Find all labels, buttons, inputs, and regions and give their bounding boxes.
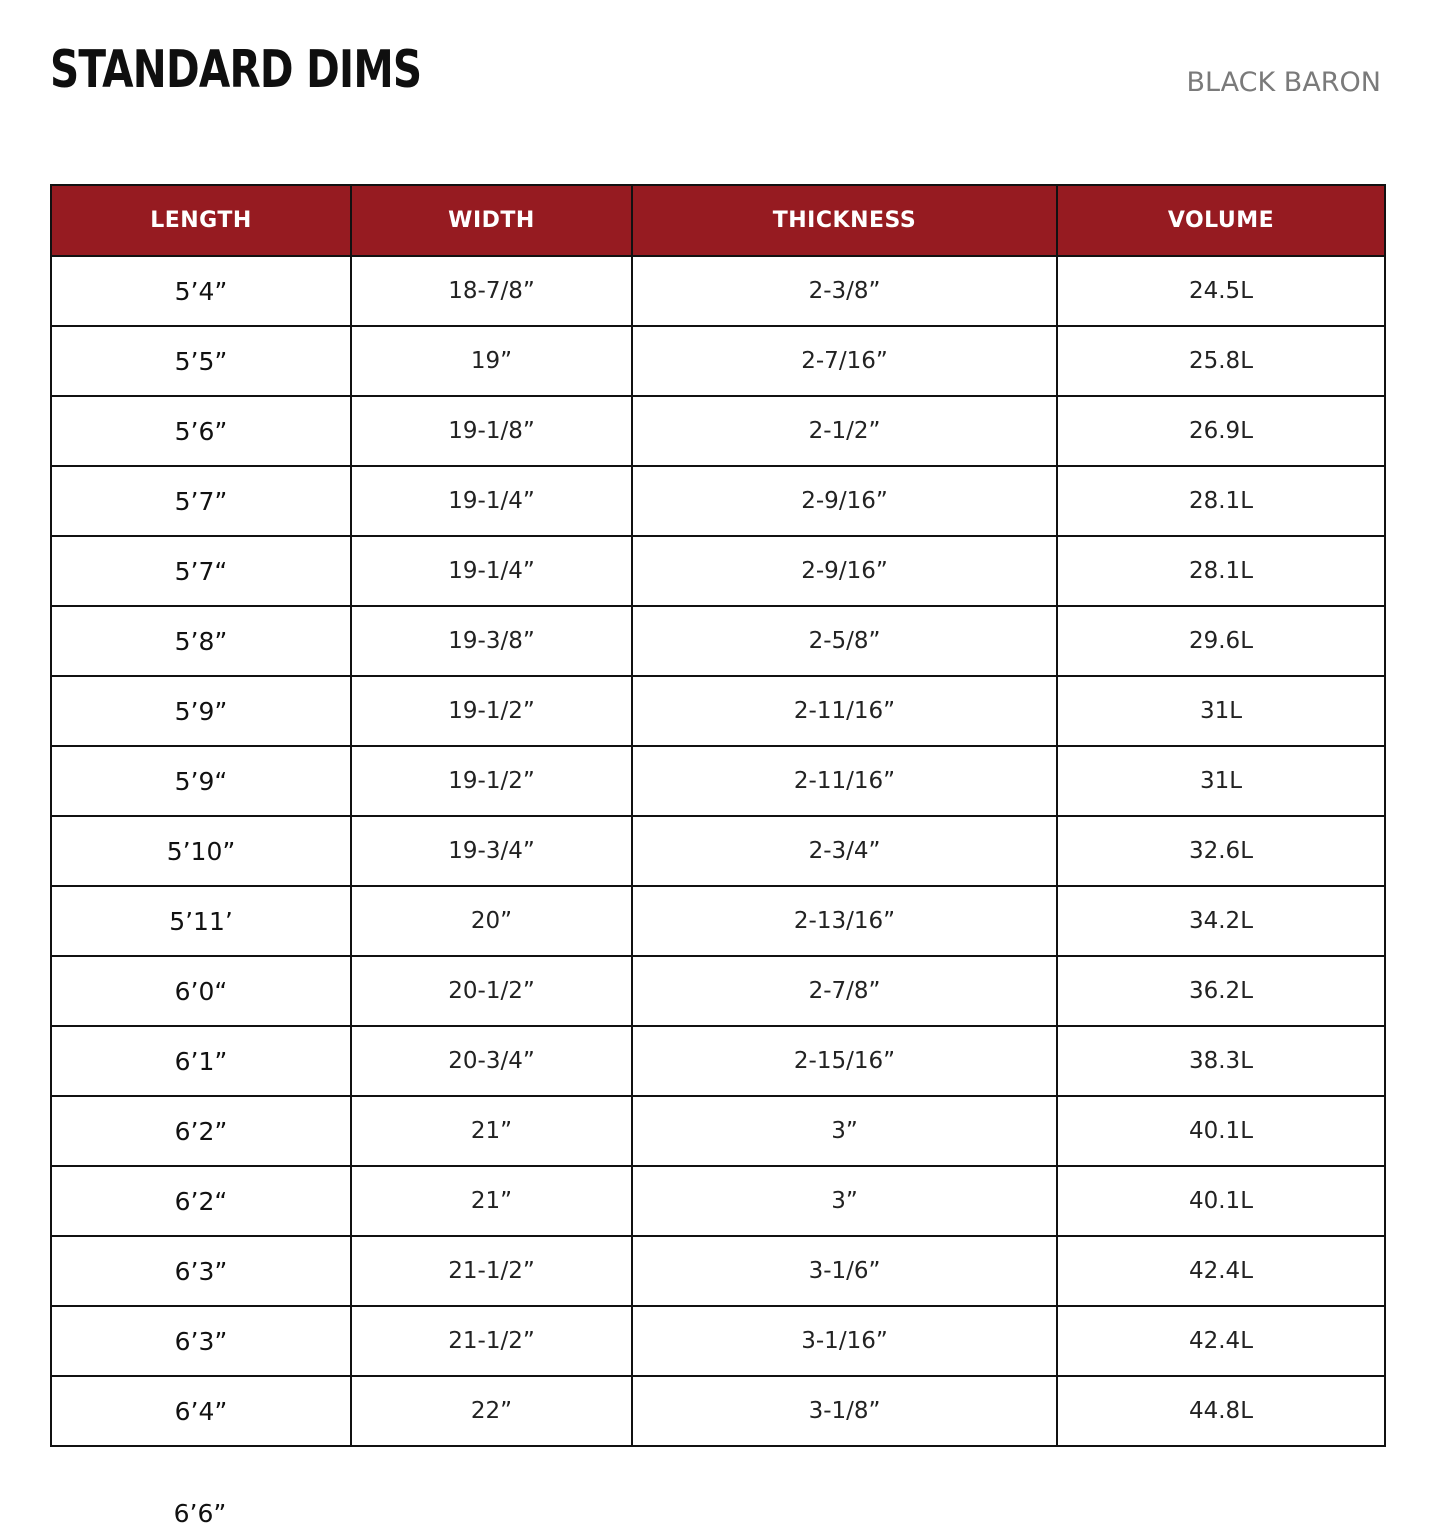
- table-row: [51, 326, 1385, 396]
- table-row: [51, 816, 1385, 886]
- table-header-row: [51, 185, 1385, 256]
- table-row: [51, 396, 1385, 466]
- length-cell: 5’9”: [51, 676, 351, 746]
- table-row: [51, 466, 1385, 536]
- table-row: [51, 676, 1385, 746]
- column-header-volume: VOLUME: [1057, 185, 1385, 256]
- width-cell: 20-3/4”: [351, 1026, 632, 1096]
- thickness-cell: 2-3/4”: [632, 816, 1057, 886]
- length-cell: 6’2“: [51, 1166, 351, 1236]
- width-cell: 18-7/8”: [351, 256, 632, 326]
- thickness-cell: 2-9/16”: [632, 466, 1057, 536]
- table-row: [51, 536, 1385, 606]
- width-cell: 19”: [351, 326, 632, 396]
- thickness-cell: 3”: [632, 1166, 1057, 1236]
- table-row: [51, 606, 1385, 676]
- width-cell: 21-1/2”: [351, 1236, 632, 1306]
- width-cell: 19-3/8”: [351, 606, 632, 676]
- thickness-cell: 2-3/8”: [632, 256, 1057, 326]
- table-row: [51, 1236, 1385, 1306]
- length-cell: 5’4”: [51, 256, 351, 326]
- thickness-cell: 2-11/16”: [632, 676, 1057, 746]
- length-cell: 5’10”: [51, 816, 351, 886]
- table-row: [51, 256, 1385, 326]
- thickness-cell: 3”: [632, 1096, 1057, 1166]
- table-row: [51, 1026, 1385, 1096]
- width-cell: 19-1/2”: [351, 746, 632, 816]
- width-cell: 19-1/4”: [351, 536, 632, 606]
- volume-cell: 28.1L: [1057, 536, 1385, 606]
- thickness-cell: 2-1/2”: [632, 396, 1057, 466]
- page-title: STANDARD DIMS: [50, 40, 422, 100]
- length-cell: 6’4”: [51, 1376, 351, 1446]
- thickness-cell: 3-1/16”: [632, 1306, 1057, 1376]
- length-cell: 5’7“: [51, 536, 351, 606]
- volume-cell: 29.6L: [1057, 606, 1385, 676]
- thickness-cell: 2-13/16”: [632, 886, 1057, 956]
- length-cell: 5’5”: [51, 326, 351, 396]
- dims-table: [50, 184, 1386, 1447]
- length-cell: 6’1”: [51, 1026, 351, 1096]
- volume-cell: 38.3L: [1057, 1026, 1385, 1096]
- width-cell: 20-1/2”: [351, 956, 632, 1026]
- width-cell: 22”: [351, 1376, 632, 1446]
- length-cell: 5’7”: [51, 466, 351, 536]
- column-header-length: LENGTH: [51, 185, 351, 256]
- length-cell: 6’0“: [51, 956, 351, 1026]
- model-name: BLACK BARON: [1186, 67, 1381, 98]
- volume-cell: 42.4L: [1057, 1306, 1385, 1376]
- volume-cell: 36.2L: [1057, 956, 1385, 1026]
- length-cell: 6’3”: [51, 1236, 351, 1306]
- thickness-cell: 2-9/16”: [632, 536, 1057, 606]
- volume-cell: 44.8L: [1057, 1376, 1385, 1446]
- thickness-cell: 2-7/16”: [632, 326, 1057, 396]
- table-row: [51, 1306, 1385, 1376]
- width-cell: 19-1/4”: [351, 466, 632, 536]
- volume-cell: 32.6L: [1057, 816, 1385, 886]
- table-row: [51, 1376, 1385, 1446]
- length-cell: 6’3”: [51, 1306, 351, 1376]
- volume-cell: 26.9L: [1057, 396, 1385, 466]
- width-cell: 20”: [351, 886, 632, 956]
- width-cell: 21”: [351, 1166, 632, 1236]
- volume-cell: 31L: [1057, 746, 1385, 816]
- thickness-cell: 3-1/6”: [632, 1236, 1057, 1306]
- length-cell: 6’2”: [51, 1096, 351, 1166]
- table-row: [51, 956, 1385, 1026]
- volume-cell: 31L: [1057, 676, 1385, 746]
- column-header-width: WIDTH: [351, 185, 632, 256]
- length-cell: 5’8”: [51, 606, 351, 676]
- length-cell: 5’11’: [51, 886, 351, 956]
- column-header-thickness: THICKNESS: [632, 185, 1057, 256]
- volume-cell: 42.4L: [1057, 1236, 1385, 1306]
- thickness-cell: 3-1/8”: [632, 1376, 1057, 1446]
- width-cell: 19-1/2”: [351, 676, 632, 746]
- table-row: [51, 746, 1385, 816]
- partial-row-length: 6’6”: [173, 1499, 227, 1528]
- volume-cell: 34.2L: [1057, 886, 1385, 956]
- width-cell: 21”: [351, 1096, 632, 1166]
- volume-cell: 24.5L: [1057, 256, 1385, 326]
- thickness-cell: 2-7/8”: [632, 956, 1057, 1026]
- table-row: [51, 886, 1385, 956]
- thickness-cell: 2-5/8”: [632, 606, 1057, 676]
- volume-cell: 40.1L: [1057, 1166, 1385, 1236]
- volume-cell: 40.1L: [1057, 1096, 1385, 1166]
- thickness-cell: 2-15/16”: [632, 1026, 1057, 1096]
- width-cell: 19-1/8”: [351, 396, 632, 466]
- thickness-cell: 2-11/16”: [632, 746, 1057, 816]
- width-cell: 21-1/2”: [351, 1306, 632, 1376]
- length-cell: 5’6”: [51, 396, 351, 466]
- volume-cell: 25.8L: [1057, 326, 1385, 396]
- table-row: [51, 1166, 1385, 1236]
- length-cell: 5’9“: [51, 746, 351, 816]
- volume-cell: 28.1L: [1057, 466, 1385, 536]
- table-row: [51, 1096, 1385, 1166]
- width-cell: 19-3/4”: [351, 816, 632, 886]
